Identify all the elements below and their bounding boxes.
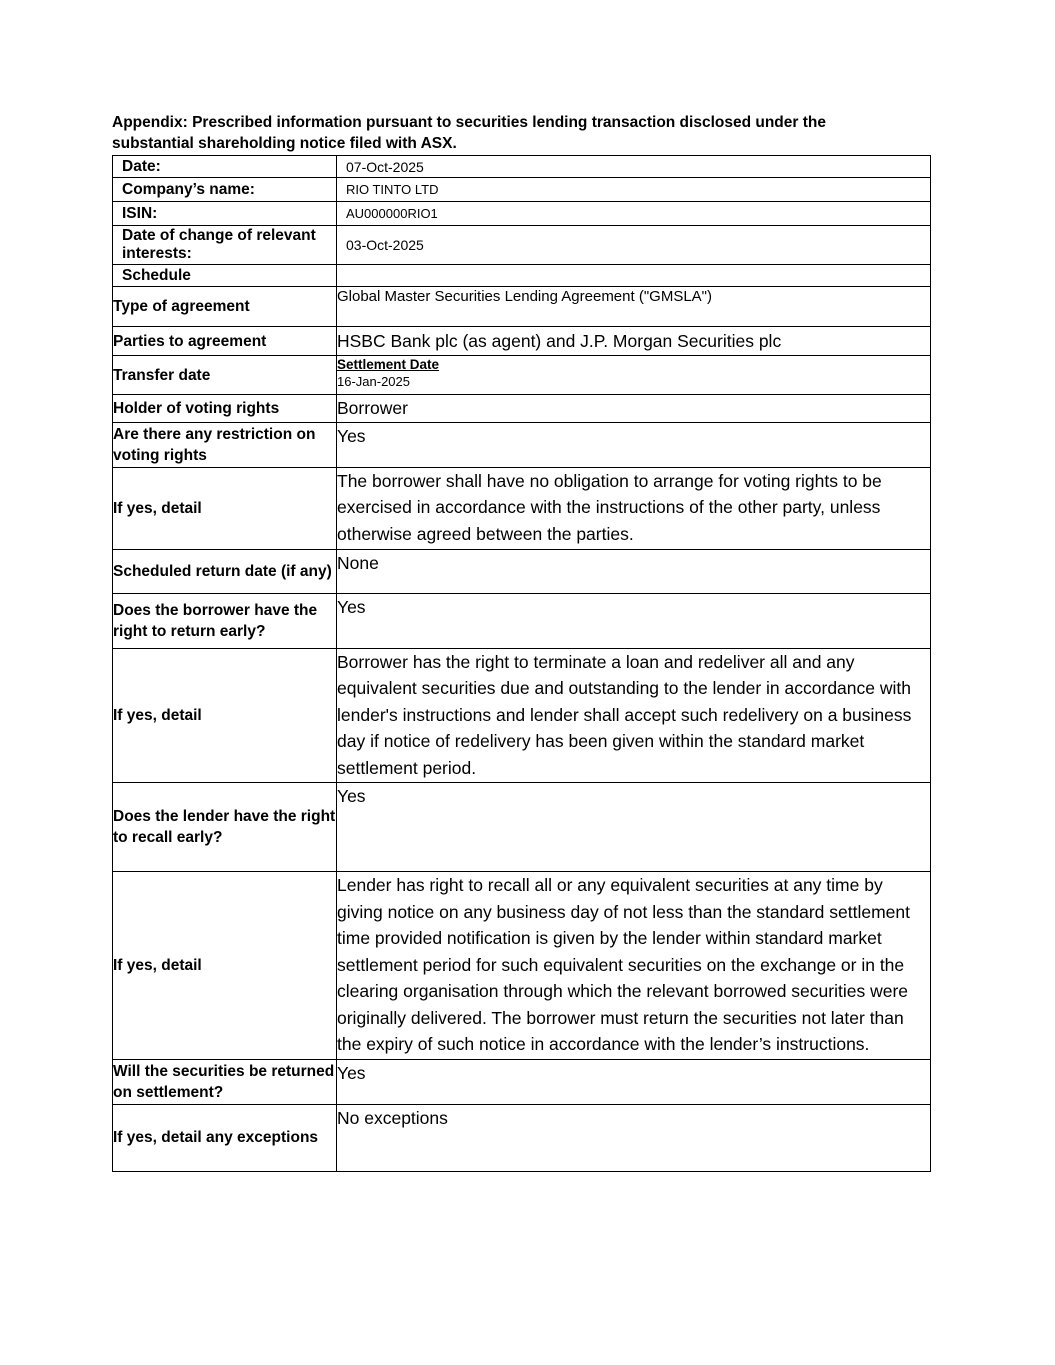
scheduled-return-value: None (337, 549, 931, 593)
agreement-type-value: Global Master Securities Lending Agreement ("GMSLA") (337, 287, 931, 327)
voting-holder-label: Holder of voting rights (113, 395, 337, 423)
settlement-date-heading: Settlement Date (337, 357, 440, 372)
date-value: 07-Oct-2025 (337, 156, 931, 178)
borrower-detail-value: Borrower has the right to terminate a loan and redeliver all and any equivalent securities due and outstanding to the lender in accordance with lender's instructions and lender shall accept such redelivery on a business day if notice of redelivery has been given within the standard market settlement period. (337, 648, 931, 782)
isin-value: AU000000RIO1 (337, 202, 931, 226)
table-row-agreement-type (113, 287, 931, 327)
date-label: Date: (113, 156, 337, 178)
change-date-value: 03-Oct-2025 (337, 226, 931, 265)
voting-restriction-value: Yes (337, 422, 931, 467)
lender-detail-value: Lender has right to recall all or any equivalent securities at any time by giving notice on any business day of not less than the standard settlement time provided notification is given by the lender within standard market settlement period for such equivalent securities on the exchange or in the clearing organisation through which the relevant borrowed securities were originally delivered. The borrower must return the securities not later than the expiry of such notice in accordance with the lender’s instructions. (337, 871, 931, 1059)
appendix-heading: Appendix: Prescribed information pursuant to securities lending transaction disclosed under the substantial shareholding notice filed with ASX. (112, 114, 826, 152)
borrower-return-value: Yes (337, 593, 931, 648)
exceptions-value: No exceptions (337, 1104, 931, 1171)
parties-label: Parties to agreement (113, 327, 337, 356)
change-date-label: Date of change of relevant interests: (113, 226, 337, 265)
borrower-detail-label: If yes, detail (113, 648, 337, 782)
lender-recall-value: Yes (337, 782, 931, 871)
table-row-change-date (113, 226, 931, 265)
returned-on-settlement-label: Will the securities be returned on settlement? (113, 1059, 337, 1104)
table-row-company (113, 178, 931, 202)
table-row-parties (113, 327, 931, 356)
table-row-scheduled-return (113, 549, 931, 593)
table-row-voting-restriction (113, 422, 931, 467)
table-row-date (113, 156, 931, 178)
lender-recall-label: Does the lender have the right to recall early? (113, 782, 337, 871)
scheduled-return-label: Scheduled return date (if any) (113, 549, 337, 593)
transfer-date-value: 16-Jan-2025 (337, 374, 410, 389)
transfer-date-cell (337, 356, 931, 395)
table-row-borrower-return (113, 593, 931, 648)
lender-detail-label: If yes, detail (113, 871, 337, 1059)
table-row-borrower-detail (113, 648, 931, 782)
isin-label: ISIN: (113, 202, 337, 226)
table-row-lender-recall (113, 782, 931, 871)
borrower-return-label: Does the borrower have the right to return early? (113, 593, 337, 648)
transfer-date-label: Transfer date (113, 356, 337, 395)
table-row-lender-detail (113, 871, 931, 1059)
voting-detail-label: If yes, detail (113, 467, 337, 549)
table-row-voting-detail (113, 467, 931, 549)
voting-restriction-label: Are there any restriction on voting rights (113, 422, 337, 467)
table-row-returned-on-settlement (113, 1059, 931, 1104)
parties-value: HSBC Bank plc (as agent) and J.P. Morgan Securities plc (337, 327, 931, 356)
table-row-exceptions (113, 1104, 931, 1171)
company-label: Company’s name: (113, 178, 337, 202)
disclosure-table (112, 155, 931, 1172)
table-row-transfer-date (113, 356, 931, 395)
company-value: RIO TINTO LTD (337, 178, 931, 202)
table-row-schedule (113, 265, 931, 287)
schedule-label: Schedule (113, 265, 337, 287)
agreement-type-label: Type of agreement (113, 287, 337, 327)
exceptions-label: If yes, detail any exceptions (113, 1104, 337, 1171)
voting-detail-value: The borrower shall have no obligation to arrange for voting rights to be exercised in accordance with the instructions of the other party, unless otherwise agreed between the parties. (337, 467, 931, 549)
table-row-isin (113, 202, 931, 226)
schedule-value (337, 265, 931, 287)
table-row-voting-holder (113, 395, 931, 423)
returned-on-settlement-value: Yes (337, 1059, 931, 1104)
voting-holder-value: Borrower (337, 395, 931, 423)
